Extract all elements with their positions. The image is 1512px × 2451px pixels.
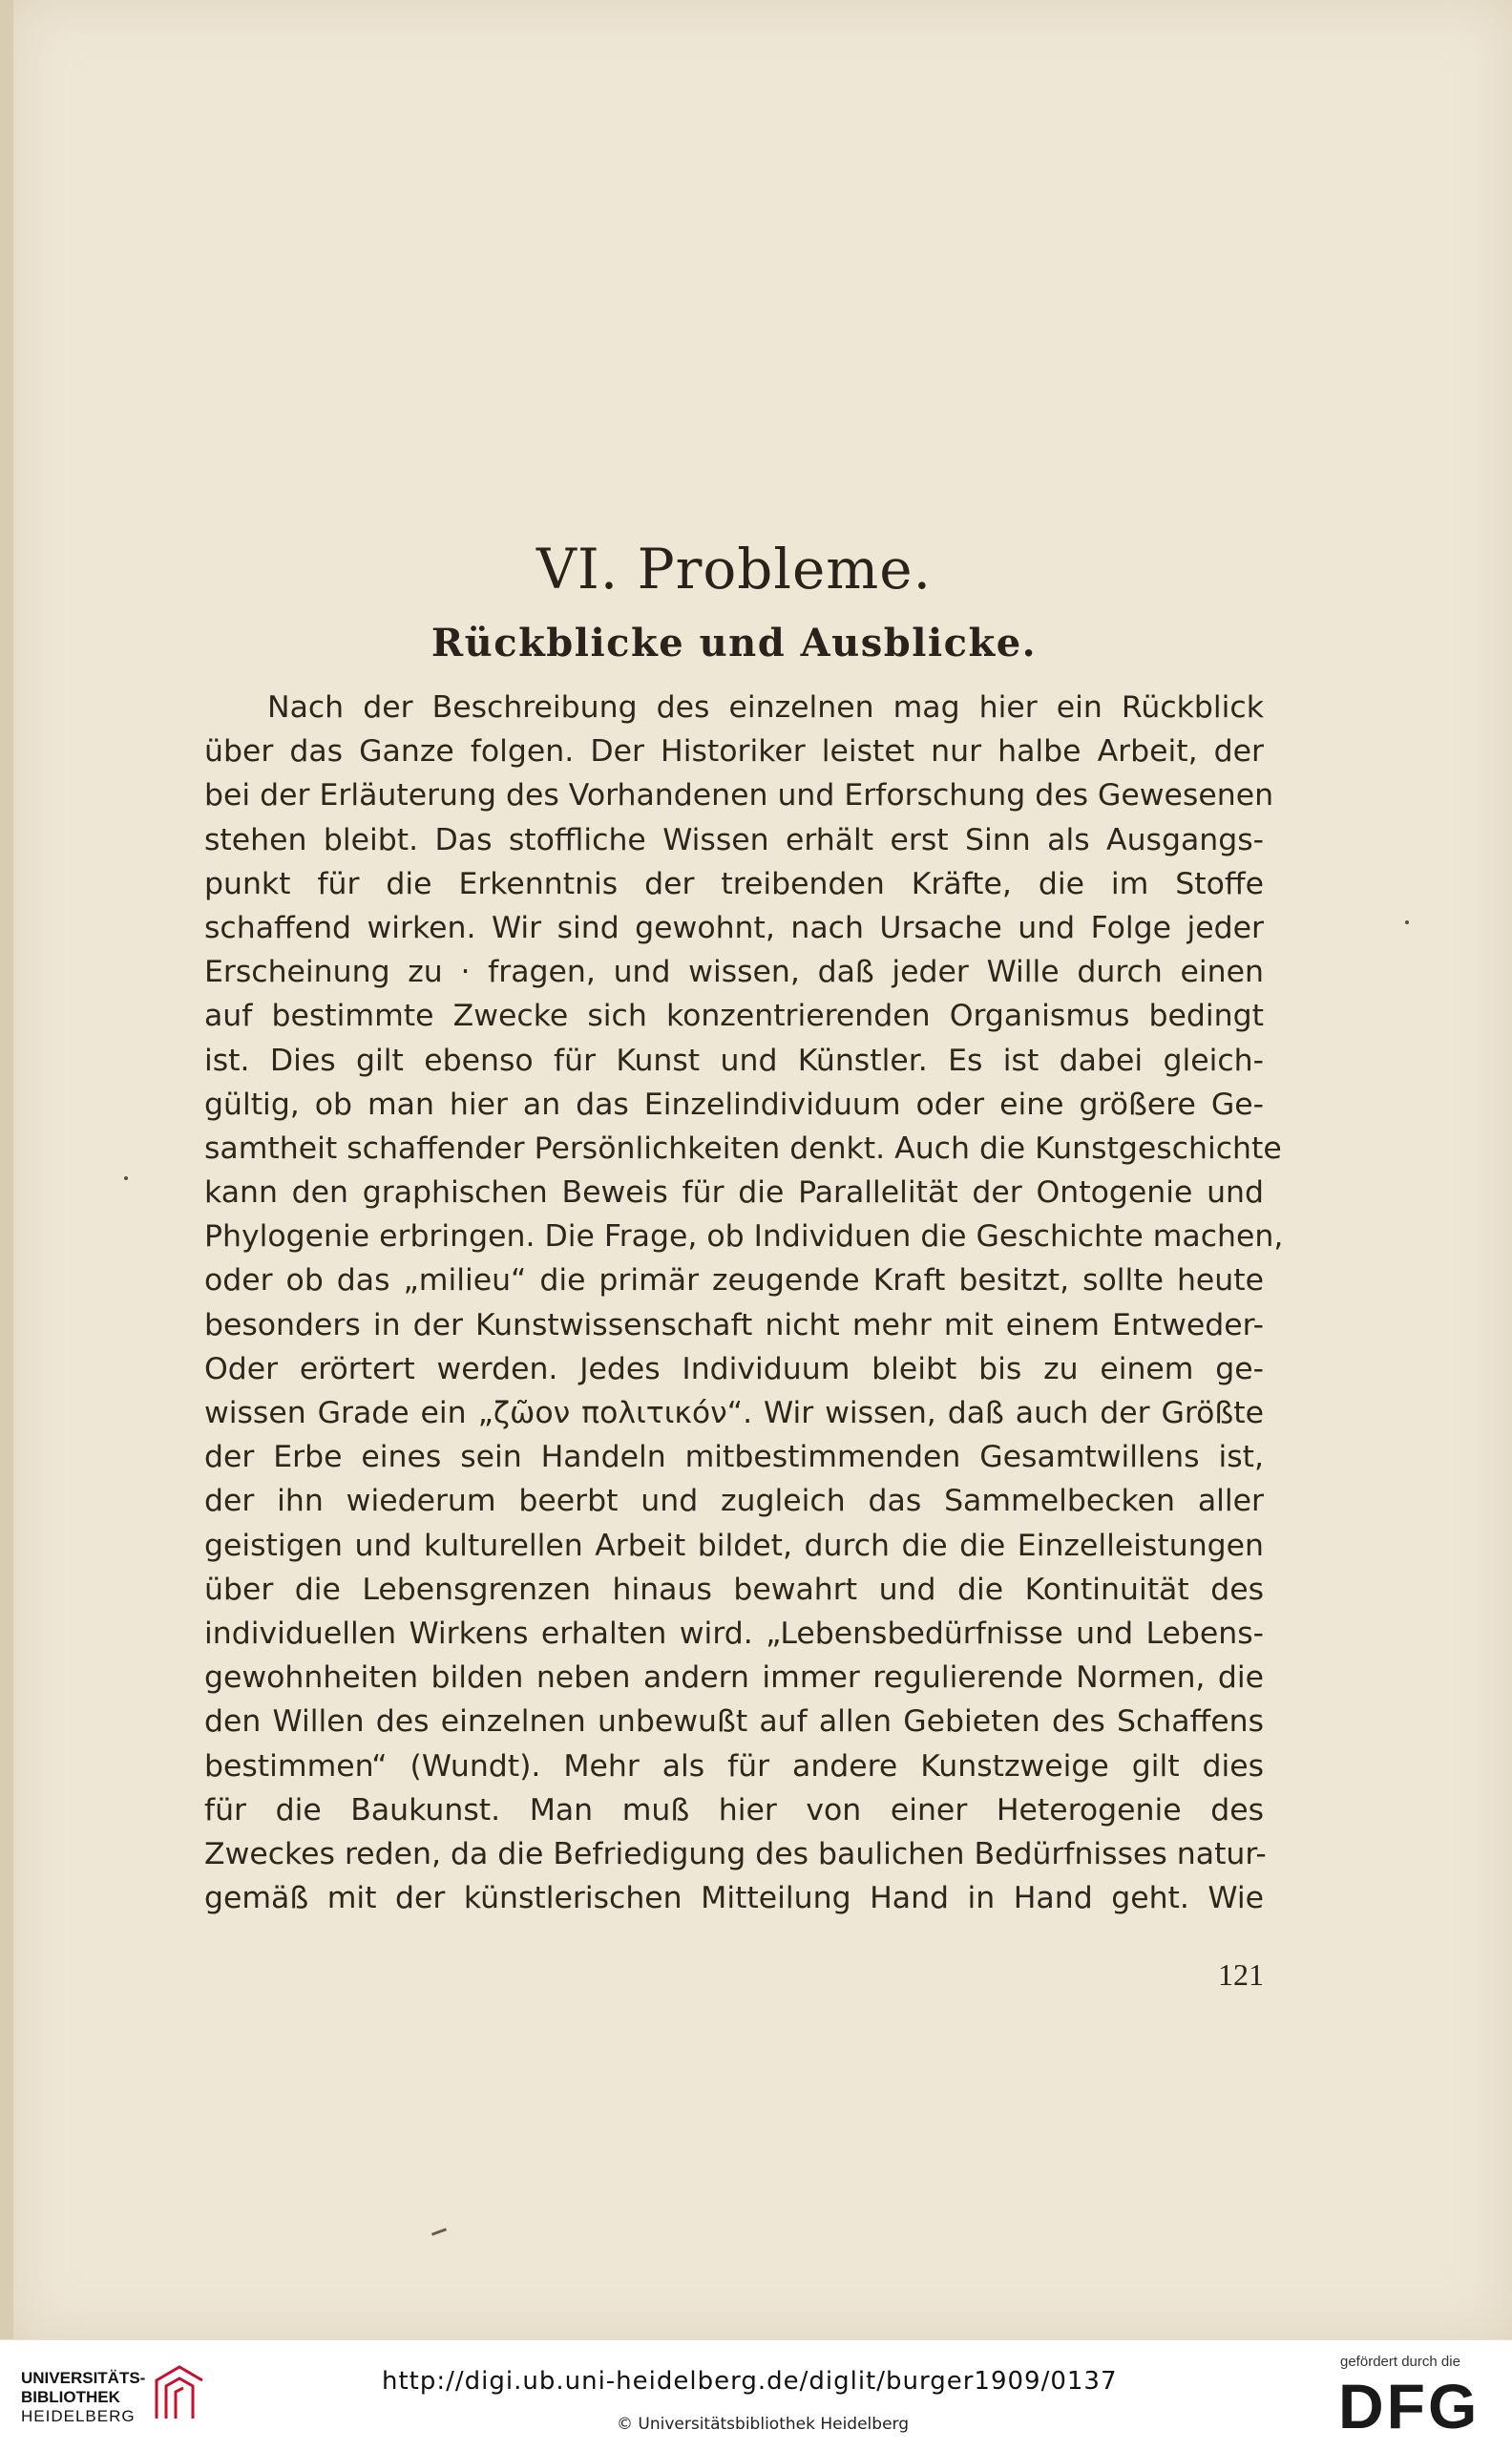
text-line: oder ob das „milieu“ die primär zeugende Kraft besitzt, sollte heute [204, 1263, 1264, 1299]
text-line: ist. Dies gilt ebenso für Kunst und Künstler. Es ist dabei gleich- [204, 1043, 1264, 1078]
text-line: bestimmen“ (Wundt). Mehr als für andere Kunstzweige gilt dies [204, 1748, 1264, 1784]
text-line: besonders in der Kunstwissenschaft nicht mehr mit einem Entweder- [204, 1307, 1264, 1342]
text-line: stehen bleibt. Das stoffliche Wissen erhält erst Sinn als Ausgangs- [204, 822, 1264, 857]
scan-speck [124, 1176, 128, 1180]
text-line: über die Lebensgrenzen hinaus bewahrt und die Kontinuität des [204, 1572, 1264, 1607]
text-line: der Erbe eines sein Handeln mitbestimmenden Gesamtwillens ist, [204, 1440, 1264, 1475]
footer [0, 2339, 1512, 2451]
text-line: Oder erörtert werden. Jedes Individuum bleibt bis zu einem ge- [204, 1351, 1264, 1386]
paper-edge [0, 0, 13, 2339]
text-line: gültig, ob man hier an das Einzelindividuum oder eine größere Ge- [204, 1087, 1264, 1122]
library-name-line-2: BIBLIOTHEK [21, 2388, 120, 2406]
text-line: Nach der Beschreibung des einzelnen mag hier ein Rückblick [267, 690, 1264, 725]
scan-mark [431, 2228, 447, 2235]
text-line: für die Baukunst. Man muß hier von einer Heterogenie des [204, 1792, 1264, 1828]
library-emblem-icon [151, 2359, 208, 2426]
text-line: auf bestimmte Zwecke sich konzentrierenden Organismus bedingt [204, 999, 1264, 1034]
dfg-caption: gefördert durch die [1340, 2354, 1460, 2370]
text-line: der ihn wiederum beerbt und zugleich das Sammelbecken aller [204, 1484, 1264, 1519]
text-line: über das Ganze folgen. Der Historiker leistet nur halbe Arbeit, der [204, 734, 1264, 770]
scan-speck [1405, 920, 1409, 924]
text-line: wissen Grade ein „ζῶον πολιτικόν“. Wir wissen, daß auch der Größte [204, 1396, 1264, 1430]
section-title: Rückblicke und Ausblicke. [430, 621, 1038, 666]
text-line: geistigen und kulturellen Arbeit bildet, durch die die Einzelleistungen [204, 1528, 1264, 1563]
text-line: den Willen des einzelnen unbewußt auf allen Gebieten des Schaffens [204, 1704, 1264, 1740]
text-line: punkt für die Erkenntnis der treibenden Kräfte, die im Stoffe [204, 866, 1264, 901]
text-line: gemäß mit der künstlerischen Mitteilung Hand in Hand geht. Wie [204, 1881, 1264, 1916]
library-logo[interactable] [21, 2369, 145, 2426]
dfg-logo[interactable]: DFG [1338, 2371, 1480, 2441]
page-number: 121 [1218, 1957, 1264, 1992]
text-line: individuellen Wirkens erhalten wird. „Lebensbedürfnisse und Lebens- [204, 1616, 1264, 1651]
body-text [204, 686, 1284, 1920]
library-name-line-1: UNIVERSITÄTS- [21, 2369, 146, 2387]
text-line: schaffend wirken. Wir sind gewohnt, nach Ursache und Folge jeder [204, 910, 1264, 945]
text-line: samtheit schaffender Persönlichkeiten denkt. Auch die Kunstgeschichte [204, 1130, 1282, 1166]
text-line: gewohnheiten bilden neben andern immer regulierende Normen, die [204, 1660, 1264, 1696]
text-line: Phylogenie erbringen. Die Frage, ob Individuen die Geschichte machen, [204, 1219, 1284, 1255]
library-name-line-3: HEIDELBERG [21, 2407, 136, 2425]
copyright-notice: © Universitätsbibliothek Heidelberg [617, 2415, 910, 2434]
text-line: bei der Erläuterung des Vorhandenen und Erforschung des Gewesenen [204, 778, 1274, 813]
text-line: Zweckes reden, da die Befriedigung des baulichen Bedürfnisses natur- [204, 1836, 1267, 1871]
text-line: kann den graphischen Beweis für die Parallelität der Ontogenie und [204, 1175, 1264, 1211]
permalink-url[interactable]: http://digi.ub.uni-heidelberg.de/diglit/burger1909/0137 [382, 2367, 1118, 2396]
chapter-title: VI. Probleme. [536, 537, 933, 602]
text-line: Erscheinung zu · fragen, und wissen, daß jeder Wille durch einen [204, 955, 1264, 990]
